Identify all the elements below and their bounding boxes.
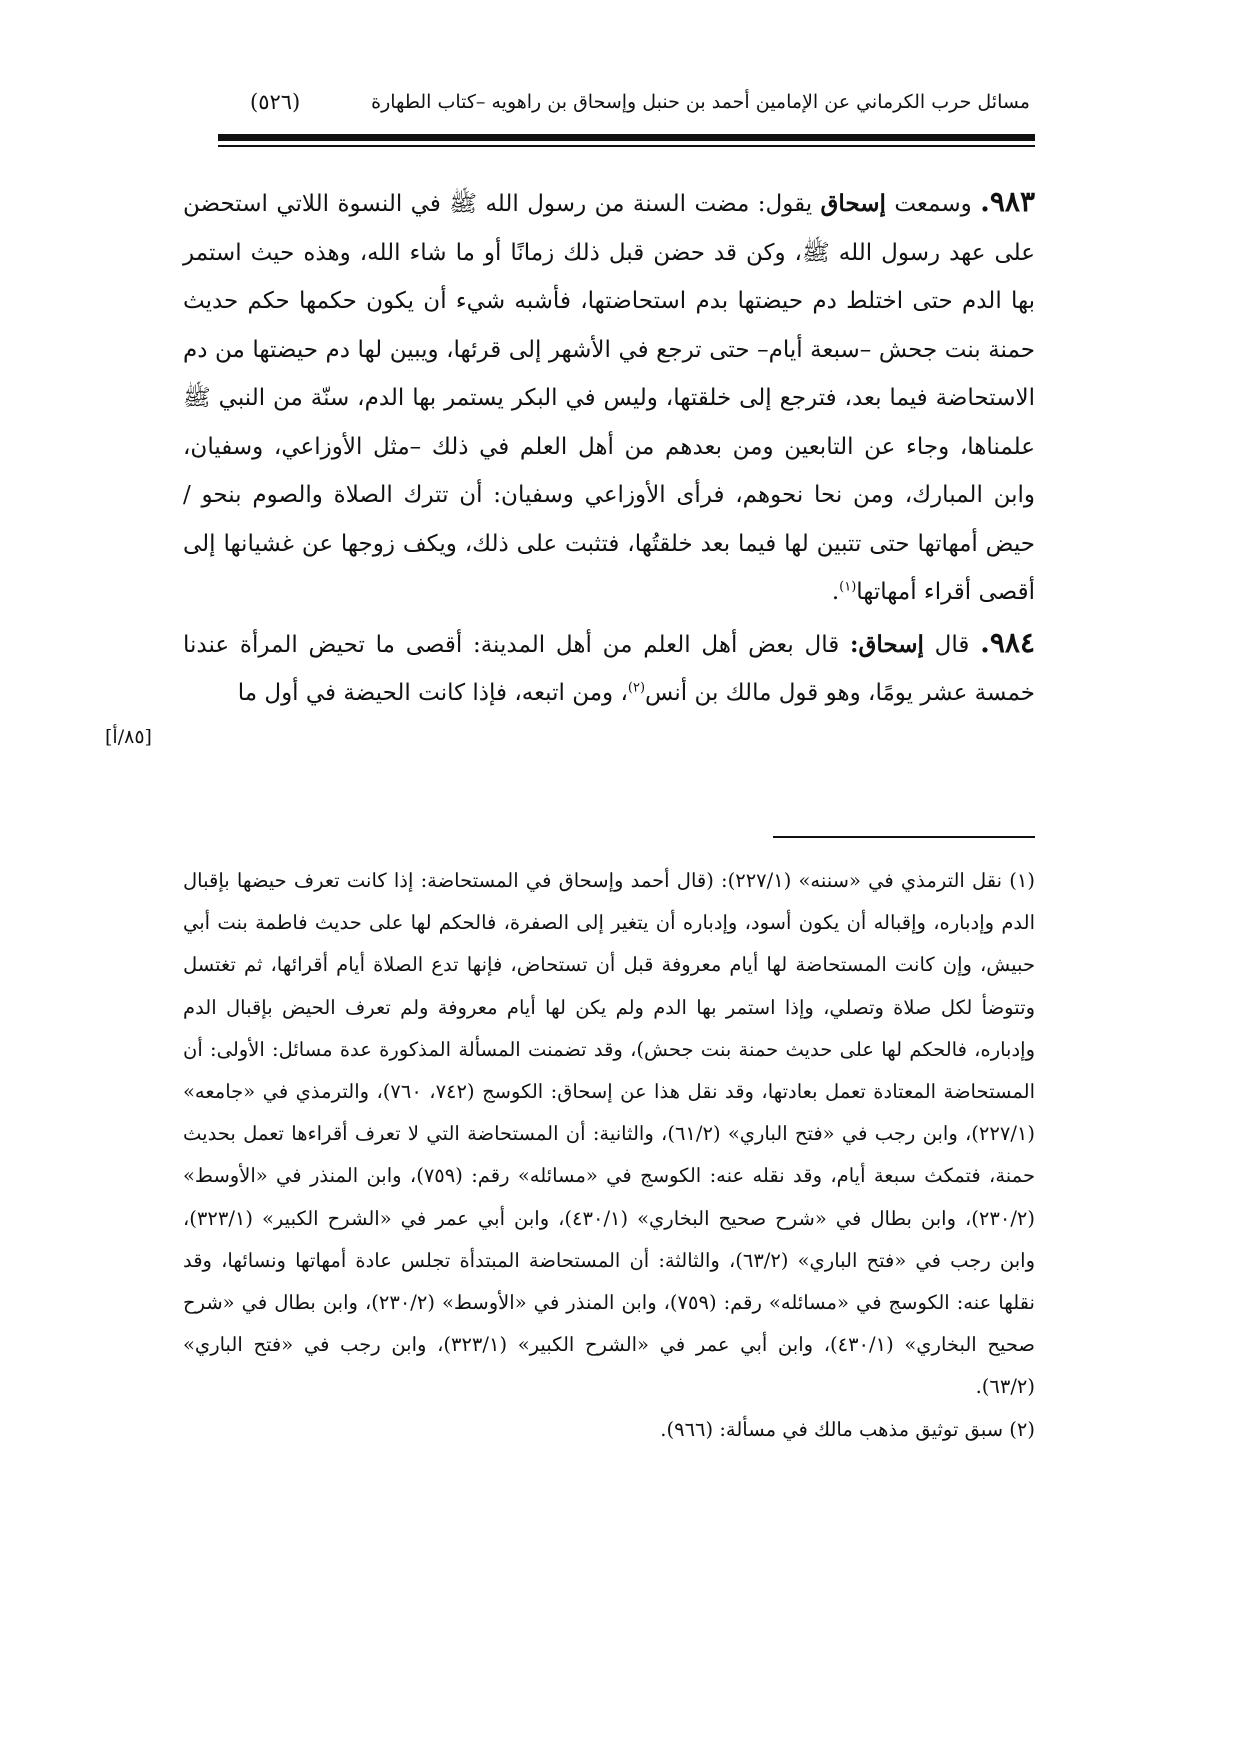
scholar-name: إسحاق: — [850, 630, 924, 658]
issue-tail: ، ومن اتبعه، فإذا كانت الحيضة في أول ما — [237, 680, 628, 706]
footnote-ref[interactable]: (١) — [839, 579, 857, 595]
issue-tail: . — [831, 579, 840, 605]
issue-number: ٩٨٤. — [980, 625, 1036, 659]
header-rule-thick — [218, 134, 1035, 141]
issue-number: ٩٨٣. — [980, 185, 1035, 218]
footnotes — [183, 860, 1035, 1451]
issue-text: قال بعض أهل العلم من أهل المدينة: أقصى ما تحيض المرأة عندنا خمسة عشر يومًا، وهو قول مالك بن أنس — [183, 631, 1035, 706]
issue-text: يقول: مضت السنة من رسول الله ﷺ في النسوة اللاتي استحضن على عهد رسول الله ﷺ، وكن قد حضن قبل ذلك زمانًا أو ما شاء الله، وهذه حيث استمر بها الدم حتى اختلط دم حيضتها بدم استحاضتها، فأشبه شيء أن يكون حكمها حكم حديث حمنة بنت جحش –سبعة أيام– حتى ترجع في الأشهر إلى قرئها، ويبين لها دم حيضتها من دم الاستحاضة فيما بعد، فترجع إلى خلقتها، وليس في البكر يستمر بها الدم، سنّة من النبي ﷺ علمناها، وجاء عن التابعين ومن بعدهم من أهل العلم في ذلك –مثل الأوزاعي، وسفيان، وابن المبارك، ومن نحا نحوهم، فرأى الأوزاعي وسفيان: أن تترك الصلاة والصوم بنحو / حيض أمهاتها حتى تتبين لها فيما بعد خلقتُها، فتثبت على ذلك، ويكف زوجها عن غشيانها إلى أقصى أقراء أمهاتها — [183, 191, 1035, 605]
footnote-1: (١) نقل الترمذي في «سننه» (٢٢٧/١): (قال أحمد وإسحاق في المستحاضة: إذا كانت تعرف حيضها بإقبال الدم وإدباره، وإقباله أن يكون أسود، وإدباره أن يتغير إلى الصفرة، فالحكم لها على حديث فاطمة بنت أبي حبيش، وإن كانت المستحاضة لها أيام معروفة قبل أن تستحاض، فإنها تدع الصلاة أيام أقرائها، ثم تغتسل وتتوضأ لكل صلاة وتصلي، وإذا استمر بها الدم ولم يكن لها أيام معروفة ولم تعرف الحيض بإقبال الدم وإدباره، فالحكم لها على حديث حمنة بنت جحش)، وقد تضمنت المسألة المذكورة عدة مسائل: الأولى: أن المستحاضة المعتادة تعمل بعادتها، وقد نقل هذا عن إسحاق: الكوسج (٧٤٢، ٧٦٠)، والترمذي في «جامعه» (٢٢٧/١)، وابن رجب في «فتح الباري» (٦١/٢)، والثانية: أن المستحاضة التي لا تعرف أقراءها تعمل بحديث حمنة، فتمكث سبعة أيام، وقد نقله عنه: الكوسج في «مسائله» رقم: (٧٥٩)، وابن المنذر في «الأوسط» (٢٣٠/٢)، وابن بطال في «شرح صحيح البخاري» (٤٣٠/١)، وابن أبي عمر في «الشرح الكبير» (٣٢٣/١)، وابن رجب في «فتح الباري» (٦٣/٢)، والثالثة: أن المستحاضة المبتدأة تجلس عادة أمهاتها ونسائها، وقد نقلها عنه: الكوسج في «مسائله» رقم: (٧٥٩)، وابن المنذر في «الأوسط» (٢٣٠/٢)، وابن بطال في «شرح صحيح البخاري» (٤٣٠/١)، وابن أبي عمر في «الشرح الكبير» (٣٢٣/١)، وابن رجب في «فتح الباري» (٦٣/٢). — [183, 869, 1035, 1399]
page-number: (٥٢٦) — [250, 90, 301, 114]
issue-983 — [183, 178, 1035, 617]
main-text — [183, 178, 1035, 718]
footnote-2: (٢) سبق توثيق مذهب مالك في مسألة: (٩٦٦). — [660, 1417, 1035, 1441]
running-header — [220, 82, 1030, 122]
manuscript-folio-marker: [٨٥/أ] — [105, 726, 152, 748]
header-rule-thin — [218, 145, 1035, 147]
footnote-ref[interactable]: (٢) — [627, 680, 646, 696]
issue-intro: وسمعت — [885, 191, 981, 217]
issue-intro: قال — [923, 631, 981, 658]
issue-984 — [183, 619, 1035, 718]
scholar-name: إسحاق — [820, 190, 886, 217]
header-title: مسائل حرب الكرماني عن الإمامين أحمد بن حنبل وإسحاق بن راهويه –كتاب الطهارة — [371, 91, 1030, 113]
footnote-separator — [773, 836, 1035, 838]
